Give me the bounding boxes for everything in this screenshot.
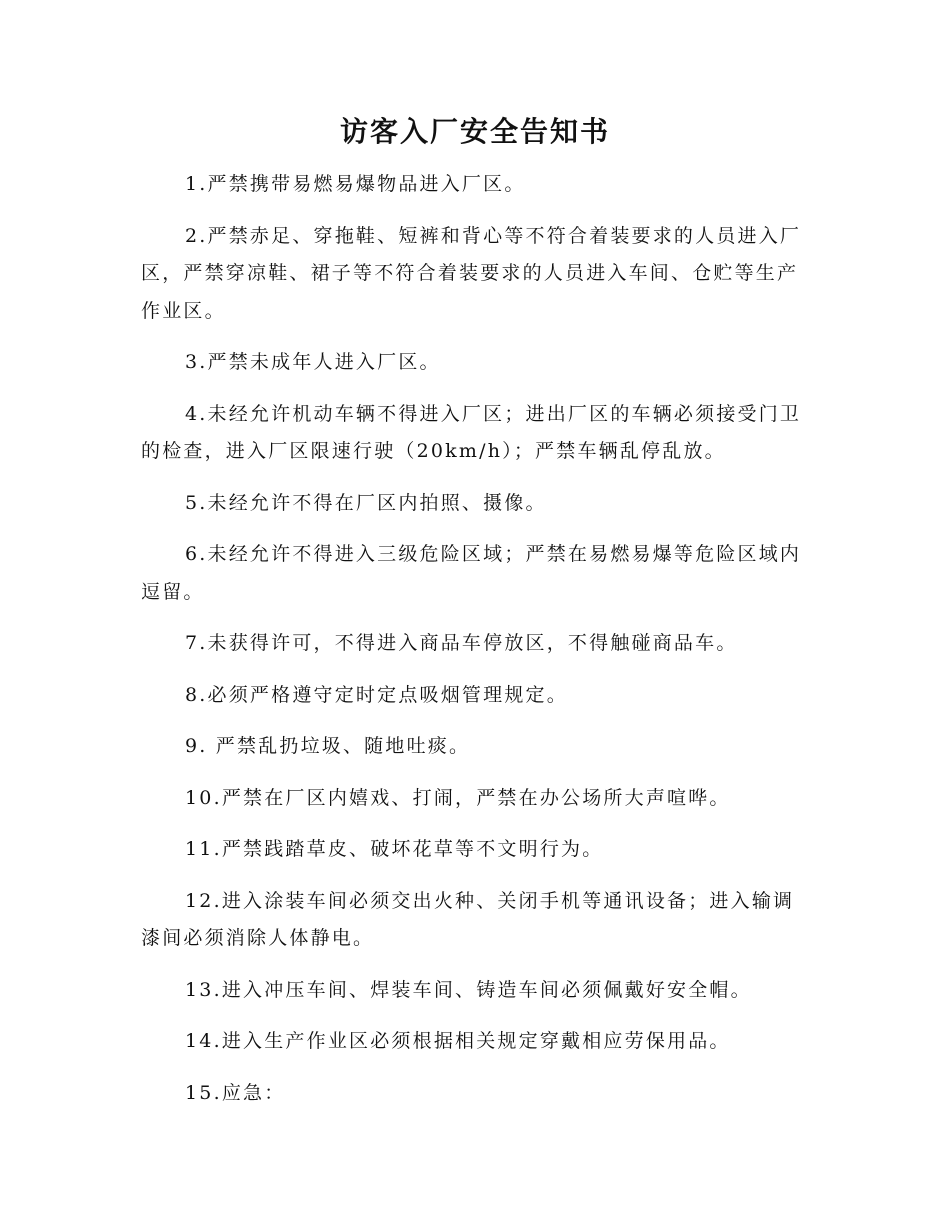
rule-paragraph-4: 4.未经允许机动车辆不得进入厂区；进出厂区的车辆必须接受门卫的检查，进入厂区限速行驶（20km/h）；严禁车辆乱停乱放。 — [141, 402, 802, 462]
rule-paragraph-8: 8.必须严格遵守定时定点吸烟管理规定。 — [185, 683, 568, 706]
rule-paragraph-9: 9. 严禁乱扔垃圾、随地吐痰。 — [185, 735, 471, 757]
rule-paragraph-3: 3.严禁未成年人进入厂区。 — [185, 351, 441, 373]
document-title: 访客入厂安全告知书 — [339, 115, 610, 148]
rule-paragraph-7: 7.未获得许可，不得进入商品车停放区，不得触碰商品车。 — [185, 632, 738, 654]
rule-paragraph-11: 11.严禁践踏草皮、破坏花草等不文明行为。 — [185, 838, 604, 860]
rule-paragraph-6: 6.未经允许不得进入三级危险区域；严禁在易燃易爆等危险区域内逗留。 — [141, 543, 802, 603]
rule-paragraph-14: 14.进入生产作业区必须根据相关规定穿戴相应劳保用品。 — [185, 1030, 731, 1052]
rule-paragraph-12: 12.进入涂装车间必须交出火种、关闭手机等通讯设备；进入输调漆间必须消除人体静电。 — [141, 889, 795, 949]
rule-paragraph-13: 13.进入冲压车间、焊装车间、铸造车间必须佩戴好安全帽。 — [185, 978, 752, 1001]
rule-paragraph-2: 2.严禁赤足、穿拖鞋、短裤和背心等不符合着装要求的人员进入厂区，严禁穿凉鞋、裙子等不符合着装要求的人员进入车间、仓贮等生产作业区。 — [141, 224, 802, 322]
rule-paragraph-15: 15.应急： — [185, 1081, 286, 1104]
rule-paragraph-5: 5.未经允许不得在厂区内拍照、摄像。 — [185, 491, 547, 514]
document-body — [141, 166, 811, 1126]
rule-paragraph-1: 1.严禁携带易燃易爆物品进入厂区。 — [185, 173, 526, 195]
rule-paragraph-10: 10.严禁在厂区内嬉戏、打闹，严禁在办公场所大声喧哗。 — [185, 786, 731, 809]
